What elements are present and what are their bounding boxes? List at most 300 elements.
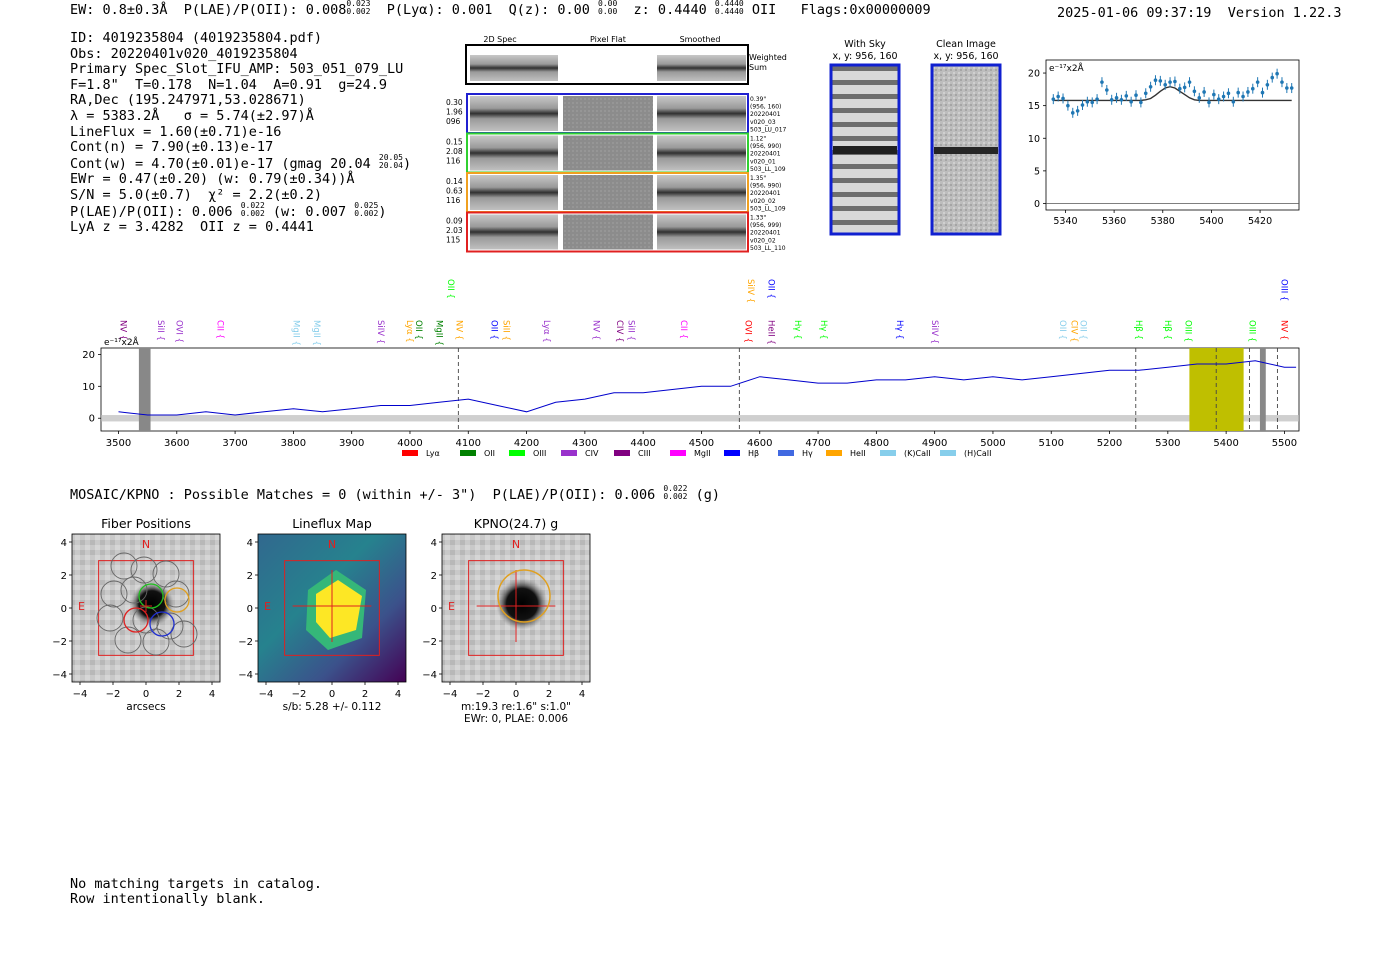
mosaic-hi: 0.022 [663,484,688,493]
contw-text: Cont(w) = 4.70(±0.01)e-17 (gmag 20.04 [70,155,371,172]
legend-swatch [460,450,476,456]
line-mark-label: OII { [1077,320,1088,340]
z-bounds [715,0,744,16]
line-mark-label: SiII { [500,320,511,341]
fit-point [1139,101,1143,105]
cutout-rows [446,94,787,252]
fit-point [1066,104,1070,108]
line-mark-label: Lyα { [404,320,415,343]
cutout-left-label: 2.03 [446,226,463,235]
line-mark-label: SiII { [155,320,166,341]
mosaic-xtick-label: 0 [142,689,150,700]
info-contn: Cont(n) = 7.90(±0.13)e-17 [70,139,274,156]
line-mark-label: MgII { [310,320,321,346]
fit-point [1095,97,1099,101]
fit-point [1149,85,1153,89]
mosaic-xtick-label: 4 [394,689,402,700]
legend-label: Lyα [426,449,440,458]
cutout-right-label: 1.33" [750,214,767,222]
sum-label: Sum [749,63,767,72]
cutout-left-label: 1.96 [446,107,463,117]
fit-xtick-label: 5380 [1150,216,1175,227]
legend-swatch [561,450,577,456]
fit-point [1159,79,1163,83]
fit-point [1217,97,1221,101]
fit-unit-label: e⁻¹⁷x2Å [1049,64,1084,74]
line-mark-label: OVI { [742,320,753,343]
mosaic-xtick-label: −4 [258,689,274,700]
fit-ytick-label: 15 [1027,101,1040,113]
line-marks [117,320,1288,346]
line-mark-label: OII { [1057,320,1068,340]
cutout-smooth [657,136,746,171]
legend-swatch [509,450,525,456]
legend-swatch [724,450,740,456]
fit-point [1207,101,1211,105]
line-mark-label: Hγ { [791,320,802,340]
header-plya-qz: P(Lyα): 0.001 Q(z): 0.00 [370,2,590,18]
noise-band [101,415,1299,421]
fit-point [1193,90,1197,94]
with-sky-trace [833,146,897,154]
legend-label: MgII [694,449,711,458]
fit-xtick-label: 5400 [1199,216,1224,227]
z-lo: 0.4440 [714,7,744,16]
spectrum-yticks [82,350,101,425]
clean-title: Clean Image [936,39,996,50]
line-mark-label: OVI { [173,320,184,343]
info-id: ID: 4019235804 (4019235804.pdf) [70,30,322,46]
footer-line-2: Row intentionally blank. [70,891,266,907]
col-smoothed: Smoothed [679,35,721,44]
cutout-right-label: (956, 990) [750,143,782,151]
mosaic-ytick-label: −2 [52,637,67,648]
spectrum-xtick-label: 4100 [455,438,481,449]
line-mark-label: SiIV { [374,320,385,345]
line-mark-label: OIII { [1182,320,1193,343]
cutout-row [446,94,787,133]
spectrum-xticks [106,431,1297,449]
header-flags: OII Flags:0x00000009 [743,2,931,18]
fit-point [1105,88,1109,92]
mosaic-panel-title: Fiber Positions [101,516,191,531]
mosaic-caption: arcsecs [126,701,166,713]
mosaic-ytick-label: 4 [246,538,253,549]
fit-point [1061,97,1065,101]
plae-w-bounds [354,202,378,218]
fit-point [1251,87,1255,91]
line-mark-label: Hγ { [818,320,829,340]
cutout-right-label: 503_LL_109 [750,165,786,173]
mosaic-ytick-label: 2 [430,571,437,582]
fit-point [1202,90,1206,94]
col-2d-spec: 2D Spec [483,35,517,44]
fit-point [1275,72,1279,76]
plae-info-hi: 0.022 [240,200,265,210]
cutout-left-label: 116 [446,156,461,166]
line-mark-label: Hβ { [1132,320,1143,340]
spectrum-xtick-label: 4000 [397,438,423,449]
spectrum-xtick-label: 5200 [1096,438,1123,449]
fit-point [1227,91,1231,95]
plae-text: P(LAE)/P(OII): 0.006 [70,203,233,220]
fit-point [1183,86,1187,90]
info-primary: Primary Spec_Slot_IFU_AMP: 503_051_079_LU [70,61,404,78]
info-plae: P(LAE)/P(OII): 0.006 0.022 0.002 (w: 0.007 0.025 0.002 ) [70,200,387,220]
cutout-right-label: 503_LL_109 [750,205,786,213]
footer-line-1: No matching targets in catalog. [70,876,322,892]
mosaic-ytick-label: 2 [246,571,253,582]
fit-point [1163,83,1167,87]
spectrum-ytick-label: 10 [82,381,95,393]
fit-point [1086,100,1090,104]
upper-line-mark-label: OIII { [1278,279,1289,302]
east-label: E [264,600,271,613]
line-mark-label: NV { [453,320,464,341]
cutout-flat [563,96,653,131]
line-mark-label: OII { [488,320,499,340]
legend-label: (K)CaII [904,449,931,458]
mosaic-xtick-label: 4 [208,689,216,700]
spectrum-legend [402,449,991,458]
cutout-right-label: (956, 990) [750,182,782,190]
qz-hi: 0.00 [598,0,618,8]
timestamp-version [1057,5,1342,21]
fit-point [1110,98,1114,102]
fit-ytick-label: 5 [1033,166,1040,178]
mosaic-caption: m:19.3 re:1.6" s:1.0" [461,701,571,713]
info-obs: Obs: 20220401v020_4019235804 [70,45,298,62]
gmag-lo: 20.04 [378,160,403,170]
mosaic-ytick-label: 0 [60,604,67,615]
plae-w-hi: 0.025 [354,200,379,210]
fit-point [1056,95,1060,99]
fit-xtick-label: 5420 [1247,216,1273,227]
cutout-smooth [657,175,746,210]
line-mark-label: Lyα { [541,320,552,343]
fit-point [1280,80,1284,84]
fit-point [1076,109,1080,113]
cutout-left-label: 0.15 [446,137,463,147]
legend-label: OII [484,449,496,458]
legend-label: Hγ [802,449,813,458]
line-mark-label: SiIV { [928,320,939,345]
fit-point [1256,80,1260,84]
mosaic-group [52,516,590,725]
cutout-left-label: 0.63 [446,186,463,196]
spectrum-xtick-label: 3900 [338,438,365,449]
cutout-2d [470,96,558,131]
mosaic-caption: EWr: 0, PLAE: 0.006 [463,713,569,725]
cutout-right-label: 20220401 [750,229,781,237]
legend-swatch [778,450,794,456]
line-mark-label: NV { [590,320,601,341]
info-ewr: EWr = 0.47(±0.20) (w: 0.79(±0.34))Å [70,171,355,188]
plae-w-text: (w: 0.007 [264,203,347,220]
plae-info-bounds [241,202,265,218]
legend-swatch [670,450,686,456]
mosaic-text: MOSAIC/KPNO : Possible Matches = 0 (within +/- 3") P(LAE)/P(OII): 0.006 [70,487,656,503]
cutout-smooth [657,96,746,131]
info-sn: S/N = 5.0(±0.7) χ² = 2.2(±0.2) [70,186,322,203]
fit-point [1178,87,1182,91]
mosaic-xtick-label: −2 [105,689,121,700]
fit-point [1266,83,1270,87]
cutout-smooth [657,215,746,250]
cutout-2d [470,215,558,250]
mosaic-lo: 0.002 [663,492,688,501]
cutout-row [446,134,786,173]
with-sky-title: With Sky [844,39,886,50]
north-label: N [511,538,521,551]
fit-plot [1046,69,1299,204]
fit-point [1081,103,1085,107]
masked-region [139,348,151,431]
plae-w-lo: 0.002 [354,208,379,218]
mosaic-panel [52,516,220,713]
mosaic-ytick-label: 4 [430,538,437,549]
cutout-left-label: 096 [446,117,461,126]
fit-point [1212,93,1216,97]
header-z: z: 0.4440 [617,2,707,18]
legend-label: HeII [850,449,866,458]
spectrum-xtick-label: 4400 [630,438,656,449]
qz-bounds [598,0,617,16]
line-mark-label: CIV { [614,320,625,343]
fit-point [1124,94,1128,98]
line-mark-label: SiII { [625,320,636,341]
spectrum-xtick-label: 4700 [805,438,831,449]
legend-label: OIII [533,449,547,458]
cutout-left-label: 0.09 [446,216,463,226]
cutout-right-label: v020_01 [750,158,776,166]
cutout-flat [563,215,653,250]
mosaic-ytick-label: −4 [238,670,253,681]
cutout-right-label: v020_02 [750,237,776,245]
fit-point [1090,101,1094,105]
line-mark-label: CII { [678,320,689,340]
fit-point [1129,100,1133,104]
cutout-right-label: (956, 999) [750,222,782,230]
line-mark-label: OII { [412,320,423,340]
plae-info-lo: 0.002 [240,208,265,218]
plae-bounds [346,0,370,16]
legend-label: CIV [585,449,599,458]
fit-point [1115,96,1119,100]
mosaic-xtick-label: 0 [512,689,520,700]
mosaic-xtick-label: 2 [175,689,183,700]
line-mark-label: MgII { [433,320,444,346]
col-pixel-flat: Pixel Flat [590,35,626,44]
fit-point [1144,91,1148,95]
fit-ytick-label: 0 [1033,198,1040,210]
spectrum-xtick-label: 4800 [863,438,890,449]
plae-lo: 0.002 [346,7,371,16]
mosaic-ytick-label: −4 [422,670,437,681]
cutout-right-label: 20220401 [750,190,781,198]
spectrum-xtick-label: 4500 [688,438,715,449]
masked-region [1260,348,1266,431]
mosaic-xtick-label: 4 [578,689,586,700]
fit-point [1232,100,1236,104]
fit-point [1236,91,1240,95]
mosaic-xtick-label: −4 [72,689,88,700]
fit-model-line [1053,87,1291,101]
plae-hi: 0.023 [346,0,371,8]
fit-point [1168,80,1172,84]
spectrum-unit-label: e⁻¹⁷x2Å [104,338,139,348]
mosaic-summary [70,484,720,503]
version: Version 1.22.3 [1227,5,1342,21]
spectrum-plot [101,348,1299,431]
cutout-flat [563,136,653,171]
info-lineflux: LineFlux = 1.60(±0.71)e-16 [70,123,282,140]
legend-swatch [614,450,630,456]
fit-xtick-label: 5360 [1102,216,1127,227]
cutout-right-label: 20220401 [750,111,781,119]
spectrum-ytick-label: 0 [88,413,95,425]
cutout-left-label: 0.14 [446,177,463,186]
gmag-bounds [379,154,403,170]
fit-point [1290,86,1294,90]
fit-point [1285,86,1289,90]
line-mark-label: NV { [1278,320,1289,341]
cutout-right-label: 1.35" [750,175,767,182]
cutout-row [446,213,786,252]
mosaic-xtick-label: 2 [545,689,553,700]
z-hi: 0.4440 [714,0,744,8]
mosaic-ytick-label: −4 [52,670,67,681]
fit-point [1173,80,1177,84]
spectrum-ytick-label: 20 [82,349,95,361]
summary-header [70,2,931,18]
legend-swatch [940,450,956,456]
legend-label: (H)CaII [964,449,992,458]
fit-yticks [1028,69,1046,210]
footer-notes [70,877,322,907]
legend-swatch [826,450,842,456]
fit-point [1134,93,1138,97]
sky-images [820,34,1020,239]
fit-axes [1046,60,1299,210]
mosaic-panels [40,510,600,725]
spectrum-xtick-label: 3600 [164,438,190,449]
clean-xy: x, y: 956, 160 [933,51,999,62]
fit-point [1188,80,1192,84]
mosaic-panel-title: Lineflux Map [292,516,372,531]
timestamp: 2025-01-06 09:37:19 [1057,5,1212,21]
mosaic-panel [238,516,406,713]
cutout-left-label: 2.08 [446,147,463,156]
north-label: N [141,538,151,551]
line-mark-label: CII { [214,320,225,340]
cutout-left-label: 0.30 [446,98,463,107]
info-contw: Cont(w) = 4.70(±0.01)e-17 (gmag 20.04 20.05 20.04 ) [70,152,412,172]
qz-lo: 0.00 [598,7,618,16]
spectrum-xtick-label: 3500 [105,438,132,449]
line-mark-label: NV { [117,320,128,341]
line-mark-label: Hγ { [893,320,904,340]
header-ew-plae: EW: 0.8±0.3Å P(LAE)/P(OII): 0.008 [70,2,347,18]
cutout-2d [470,175,558,210]
fit-point [1270,76,1274,80]
mosaic-xtick-label: 0 [328,689,336,700]
mosaic-ytick-label: −2 [238,637,253,648]
cutout-right-label: (956, 160) [750,103,782,111]
mosaic-ytick-label: 0 [246,604,253,615]
spectrum-xtick-label: 5000 [980,438,1006,449]
line-fit-chart [1020,52,1320,232]
fit-point [1261,91,1265,95]
fit-xtick-label: 5340 [1053,216,1078,227]
east-label: E [78,600,85,613]
spectrum-xtick-label: 5400 [1213,438,1239,449]
spectrum-xtick-label: 5500 [1271,438,1298,449]
weighted-label: Weighted [749,53,787,62]
info-lya: LyA z = 3.4282 OII z = 0.4441 [70,219,314,236]
fit-point [1197,96,1201,100]
spectrum-cutouts [440,30,800,260]
cutout-row [446,173,786,212]
mosaic-ytick-label: −2 [422,637,437,648]
fit-xticks [1053,210,1272,227]
spectrum-xtick-label: 4900 [921,438,948,449]
legend-label: CIII [638,449,651,458]
spectrum-xtick-label: 5300 [1155,438,1181,449]
fit-point [1246,90,1250,94]
cutout-2d [470,136,558,171]
mosaic-xtick-label: −4 [442,689,458,700]
spectrum-xtick-label: 4300 [572,438,598,449]
info-params: F=1.8" T=0.178 N=1.04 A=0.91 g=24.9 [70,76,387,93]
spectrum-xtick-label: 4200 [513,438,540,449]
upper-line-marks [445,279,1289,303]
with-sky-xy: x, y: 956, 160 [832,51,898,62]
upper-line-mark-label: OII { [444,279,455,299]
upper-line-mark-label: SiIV { [745,279,756,304]
upper-line-mark-label: OII { [765,279,776,299]
legend-label: Hβ [748,449,760,458]
legend-swatch [880,450,896,456]
spectrum-xtick-label: 5100 [1038,438,1064,449]
east-label: E [448,600,455,613]
spectrum-xtick-label: 3700 [222,438,248,449]
mosaic-xtick-label: −2 [475,689,491,700]
mosaic-bounds [663,485,687,501]
cutout-right-label: 1.12" [750,135,767,143]
cutout-right-label: v020_03 [750,118,776,126]
fit-point [1051,97,1055,101]
fit-point [1071,111,1075,115]
mosaic-xtick-label: −2 [291,689,307,700]
detection-info [70,31,411,236]
fit-point [1120,98,1124,102]
full-spectrum-chart [60,275,1320,465]
cutout-right-label: v020_02 [750,197,776,205]
clean-trace [934,147,998,154]
north-label: N [327,538,337,551]
cutout-right-label: 0.39" [750,96,767,103]
mosaic-band: (g) [687,487,720,503]
fit-point [1222,95,1226,99]
line-mark-label: CIV { [1068,320,1079,343]
cutout-right-label: 503_LL_110 [750,244,786,252]
legend-swatch [402,450,418,456]
fit-point [1154,78,1158,82]
gmag-hi: 20.05 [378,152,403,162]
mosaic-caption: s/b: 5.28 +/- 0.112 [282,701,382,713]
cutout-right-label: 503_LU_017 [750,126,787,134]
